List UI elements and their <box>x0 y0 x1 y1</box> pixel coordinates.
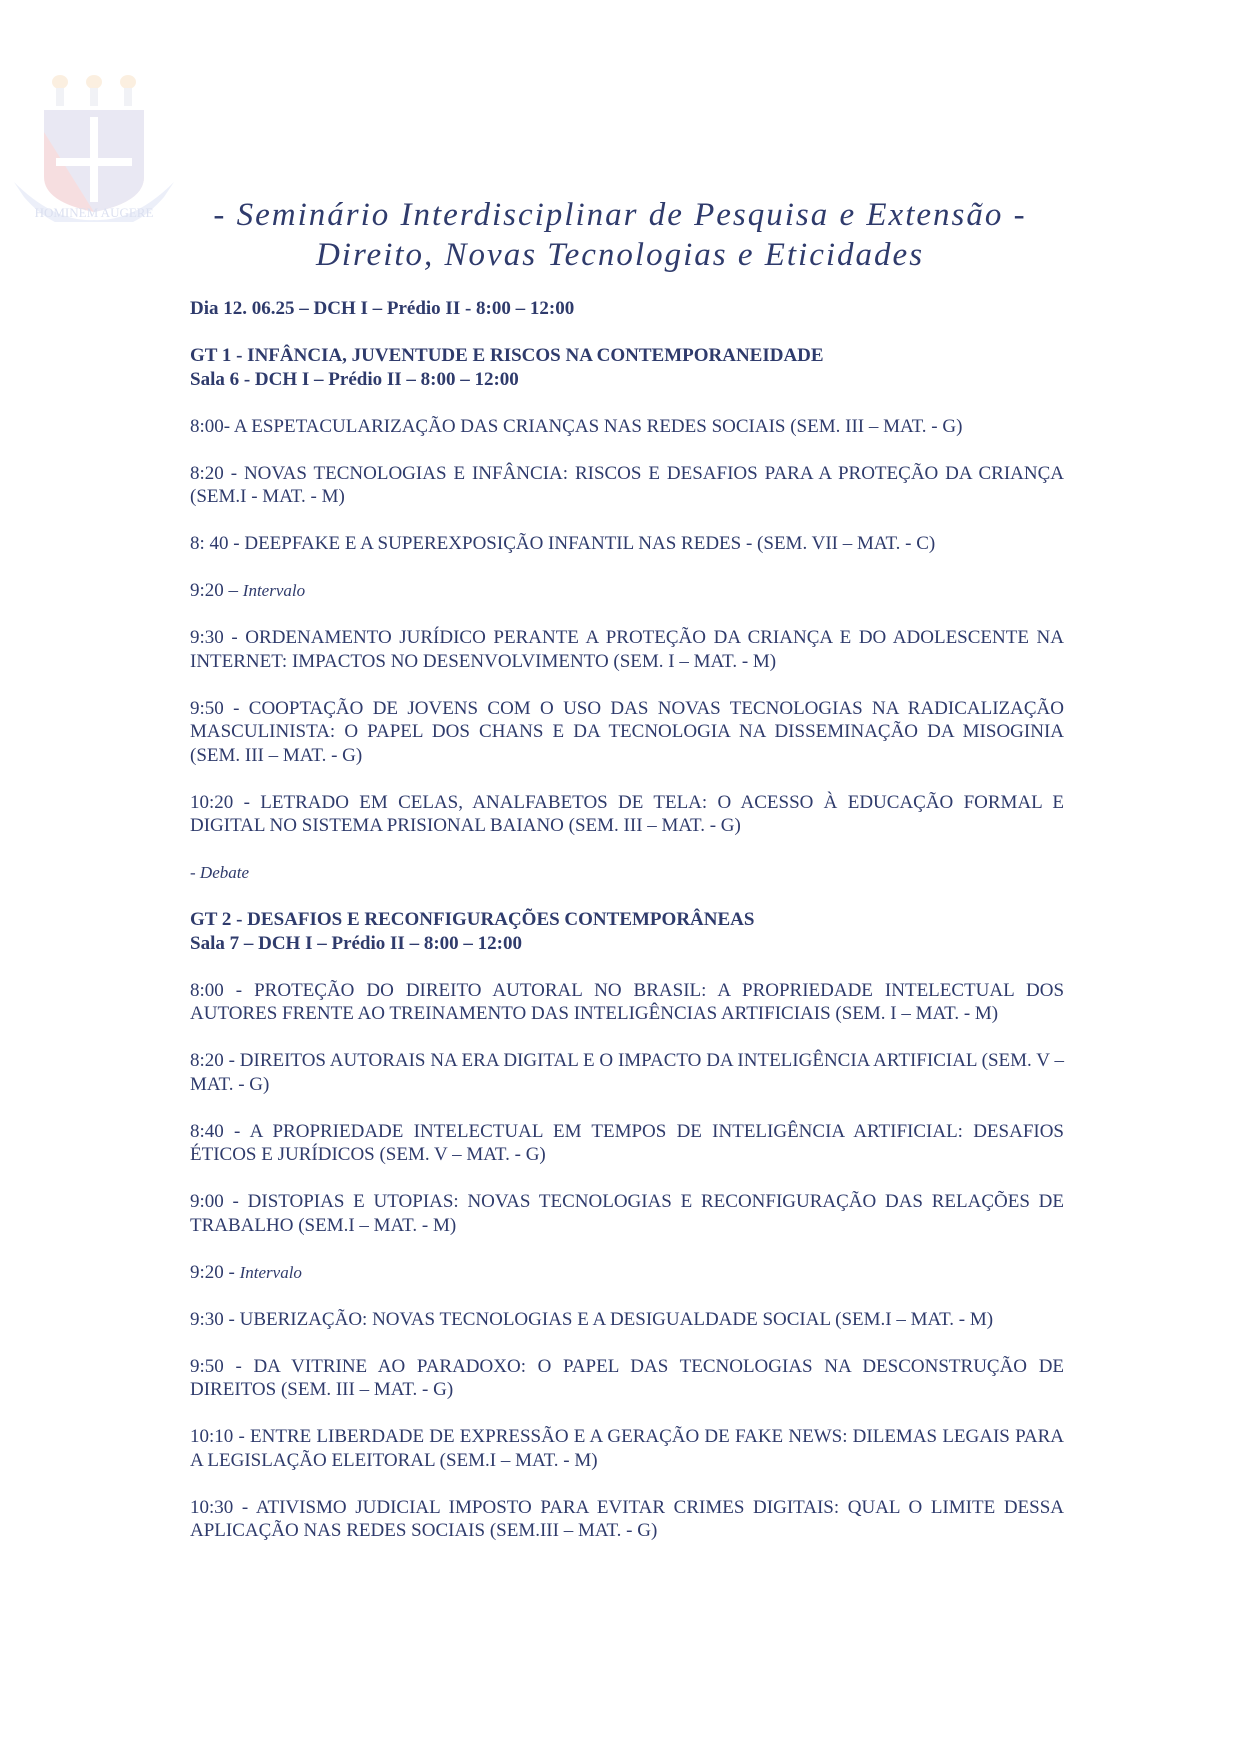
schedule-item: 9:30 - UBERIZAÇÃO: NOVAS TECNOLOGIAS E A DESIGUALDADE SOCIAL (SEM.I – MAT. - M) <box>190 1308 994 1330</box>
schedule-item: 9:30 - ORDENAMENTO JURÍDICO PERANTE A PROTEÇÃO DA CRIANÇA E DO ADOLESCENTE NA INTERNET: IMPACTOS NO DESENVOLVIMENTO (SEM. I – MAT. - M) <box>190 627 1064 672</box>
title-line-2: Direito, Novas Tecnologias e Eticidades <box>315 237 925 273</box>
schedule-item: 9:50 - COOPTAÇÃO DE JOVENS COM O USO DAS NOVAS TECNOLOGIAS NA RADICALIZAÇÃO MASCULINISTA: O PAPEL DOS CHANS E DA TECNOLOGIA NA DISSEMINAÇÃO DA MISOGINIA (SEM. III – MAT. - G) <box>190 697 1064 766</box>
schedule-item: 10:30 - ATIVISMO JUDICIAL IMPOSTO PARA EVITAR CRIMES DIGITAIS: QUAL O LIMITE DESSA APLICAÇÃO NAS REDES SOCIAIS (SEM.III – MAT. - G) <box>190 1496 1065 1541</box>
gt1-room: Sala 6 - DCH I – Prédio II – 8:00 – 12:00 <box>190 368 519 390</box>
schedule-item: 10:20 - LETRADO EM CELAS, ANALFABETOS DE TELA: O ACESSO À EDUCAÇÃO FORMAL E DIGITAL NO SISTEMA PRISIONAL BAIANO (SEM. III – MAT. - G) <box>190 791 1065 836</box>
document-title <box>0 195 1240 275</box>
schedule-item: 8:20 - DIREITOS AUTORAIS NA ERA DIGITAL E O IMPACTO DA INTELIGÊNCIA ARTIFICIAL (SEM. V – MAT. - G) <box>190 1050 1064 1095</box>
schedule-item: 8:40 - A PROPRIEDADE INTELECTUAL EM TEMPOS DE INTELIGÊNCIA ARTIFICIAL: DESAFIOS ÉTICOS E JURÍDICOS (SEM. V – MAT. - G) <box>190 1120 1065 1165</box>
gt1-title: GT 1 - INFÂNCIA, JUVENTUDE E RISCOS NA CONTEMPORANEIDADE <box>190 345 824 366</box>
svg-text:HOMINEM AUGERE: HOMINEM AUGERE <box>34 205 154 220</box>
schedule-item: 8:00- A ESPETACULARIZAÇÃO DAS CRIANÇAS NAS REDES SOCIAIS (SEM. III – MAT. - G) <box>190 415 963 437</box>
gt2-title: GT 2 - DESAFIOS E RECONFIGURAÇÕES CONTEMPORÂNEAS <box>190 909 755 930</box>
schedule-item: 8:20 - NOVAS TECNOLOGIAS E INFÂNCIA: RISCOS E DESAFIOS PARA A PROTEÇÃO DA CRIANÇA (SEM.I - MAT. - M) <box>190 462 1065 507</box>
day-header: Dia 12. 06.25 – DCH I – Prédio II - 8:00 – 12:00 <box>190 298 575 319</box>
break-item: 9:20 – Intervalo <box>190 580 306 601</box>
title-line-1: - Seminário Interdisciplinar de Pesquisa e Extensão - <box>213 197 1027 233</box>
debate-label: - Debate <box>190 863 250 882</box>
schedule-item: 10:10 - ENTRE LIBERDADE DE EXPRESSÃO E A GERAÇÃO DE FAKE NEWS: DILEMAS LEGAIS PARA A LEGISLAÇÃO ELEITORAL (SEM.I – MAT. - M) <box>190 1426 1065 1471</box>
schedule-item: 9:50 - DA VITRINE AO PARADOXO: O PAPEL DAS TECNOLOGIAS NA DESCONSTRUÇÃO DE DIREITOS (SEM. III – MAT. - G) <box>190 1355 1065 1400</box>
schedule-item: 8: 40 - DEEPFAKE E A SUPEREXPOSIÇÃO INFANTIL NAS REDES - (SEM. VII – MAT. - C) <box>190 533 936 554</box>
schedule-item: 8:00 - PROTEÇÃO DO DIREITO AUTORAL NO BRASIL: A PROPRIEDADE INTELECTUAL DOS AUTORES FRENTE AO TREINAMENTO DAS INTELIGÊNCIAS ARTIFICIAIS (SEM. I – MAT. - M) <box>190 979 1065 1024</box>
schedule-item: 9:00 - DISTOPIAS E UTOPIAS: NOVAS TECNOLOGIAS E RECONFIGURAÇÃO DAS RELAÇÕES DE TRABALHO (SEM.I – MAT. - M) <box>190 1191 1065 1236</box>
break-item: 9:20 - Intervalo <box>190 1261 302 1283</box>
gt2-room: Sala 7 – DCH I – Prédio II – 8:00 – 12:00 <box>190 932 522 954</box>
schedule <box>190 297 1064 1543</box>
